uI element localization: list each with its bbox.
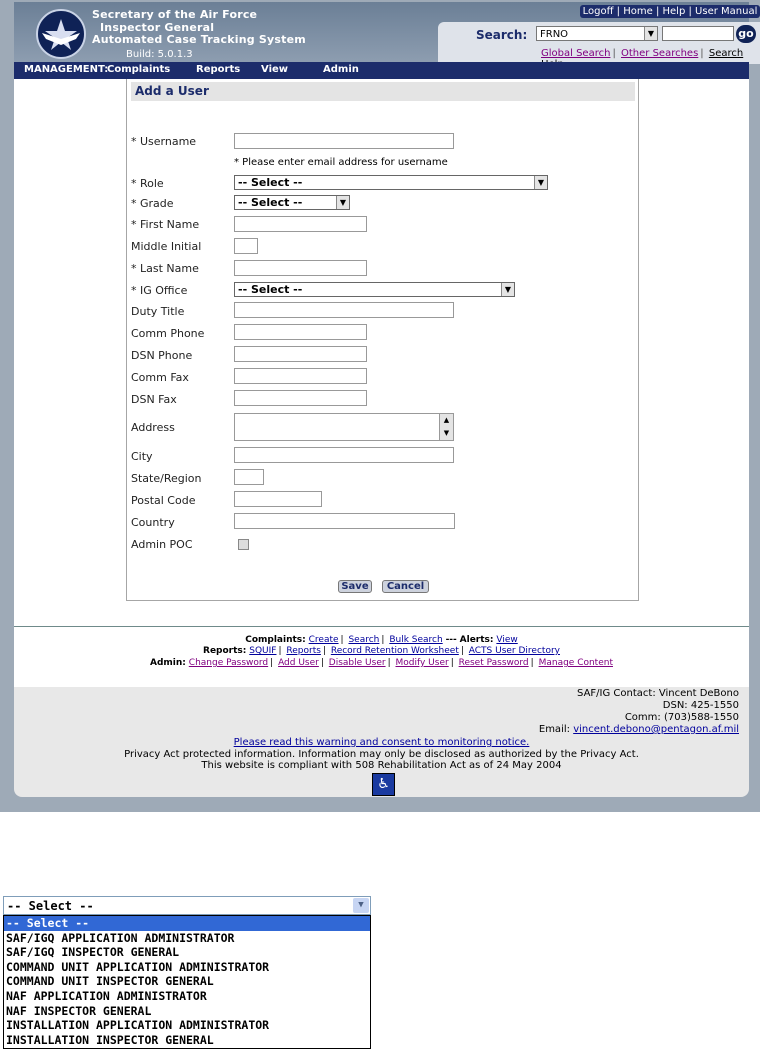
search-type-select[interactable] [536,26,658,41]
accessibility-icon[interactable]: ♿ [372,773,395,796]
alerts-separator: --- [445,635,457,645]
email-label: Email: [538,724,570,735]
role-option[interactable]: NAF APPLICATION ADMINISTRATOR [6,988,207,1003]
comm-fax-label: Comm Fax [131,371,189,384]
squif-link[interactable]: SQUIF [249,646,277,656]
first-name-field[interactable] [234,216,367,232]
last-name-field[interactable] [234,260,367,276]
go-button[interactable]: go [736,25,756,43]
create-link[interactable]: Create [308,635,339,645]
nav-complaints[interactable]: Complaints [107,64,171,75]
chevron-down-icon[interactable]: ▼ [353,898,369,913]
cancel-button[interactable]: Cancel [382,580,429,593]
nav-admin[interactable]: Admin [323,64,359,75]
footer-links [14,627,749,687]
address-textarea[interactable] [234,413,454,441]
home-link[interactable]: Home [623,6,653,17]
bulk-search-link[interactable]: Bulk Search [389,635,443,645]
dsn-phone-label: DSN Phone [131,349,193,362]
postal-code-label: Postal Code [131,494,196,507]
header-title-line3: Automated Case Tracking System [92,33,306,46]
add-user-link[interactable]: Add User [278,658,319,668]
main-content [14,79,749,626]
footer-complaints-row: Complaints: Create | Search | Bulk Search --- Alerts: View [245,635,518,645]
last-name-label: * Last Name [131,262,199,275]
duty-title-label: Duty Title [131,305,185,318]
main-nav [14,62,749,79]
record-retention-link[interactable]: Record Retention Worksheet [330,646,459,656]
role-dropdown-header[interactable] [3,896,371,915]
ig-office-select-value: -- Select -- [238,283,303,296]
search-input[interactable] [662,26,734,41]
search-type-value: FRNO [540,29,569,40]
user-directory-link[interactable]: ACTS User Directory [468,646,560,656]
search-link[interactable]: Search [348,635,380,645]
chevron-down-icon[interactable]: ▼ [336,196,349,209]
address-label: Address [131,421,175,434]
scroll-up-icon[interactable]: ▲ [439,414,453,427]
admin-poc-label: Admin POC [131,538,193,551]
role-option[interactable]: COMMAND UNIT INSPECTOR GENERAL [6,974,214,989]
warning-row [14,737,749,748]
state-field[interactable] [234,469,264,485]
role-option[interactable]: SAF/IGQ INSPECTOR GENERAL [6,945,180,960]
role-option[interactable]: COMMAND UNIT APPLICATION ADMINISTRATOR [6,959,270,974]
username-field[interactable] [234,133,454,149]
reset-password-link[interactable]: Reset Password [458,658,529,668]
header [14,2,758,62]
postal-code-field[interactable] [234,491,322,507]
dsn-fax-label: DSN Fax [131,393,177,406]
contact-email-row [539,724,739,735]
city-field[interactable] [234,447,454,463]
dsn-fax-field[interactable] [234,390,367,406]
air-force-logo [36,9,86,59]
logoff-link[interactable]: Logoff [582,6,614,17]
footer-admin-row: Admin: Change Password | Add User | Disable User | Modify User | Reset Password | Manage Content [150,658,613,668]
duty-title-field[interactable] [234,302,454,318]
role-option[interactable]: SAF/IGQ APPLICATION ADMINISTRATOR [6,930,235,945]
manage-content-link[interactable]: Manage Content [538,658,613,668]
build-number: Build: 5.0.1.3 [126,49,193,60]
state-label: State/Region [131,472,202,485]
nav-section-label: MANAGEMENT: [24,64,109,75]
alerts-label: Alerts: [459,635,494,645]
footer [14,687,749,797]
middle-initial-field[interactable] [234,238,258,254]
dsn-phone-field[interactable] [234,346,367,362]
ig-office-select[interactable] [234,282,515,297]
role-dropdown-expanded[interactable] [3,896,371,1049]
warning-link[interactable]: Please read this warning and consent to monitoring notice. [233,737,530,748]
country-field[interactable] [234,513,455,529]
chevron-down-icon[interactable]: ▼ [644,27,657,40]
search-links: Global Search | Other Searches | Search [541,48,760,70]
modify-user-link[interactable]: Modify User [395,658,449,668]
chevron-down-icon[interactable]: ▼ [534,176,547,189]
change-password-link[interactable]: Change Password [188,658,269,668]
page-title: Add a User [131,82,635,101]
role-label: * Role [131,177,164,190]
email-link[interactable]: vincent.debono@pentagon.af.mil [573,724,739,735]
top-links: Logoff | Home | Help | User Manual [580,5,760,18]
role-select-value: -- Select -- [238,176,303,189]
first-name-label: * First Name [131,218,200,231]
comm-fax-field[interactable] [234,368,367,384]
role-options-list [3,915,371,1049]
search-label: Search: [476,28,528,42]
global-search-link[interactable]: Global Search [541,48,611,59]
contact-dsn: DSN: 425-1550 [662,700,739,711]
grade-select-value: -- Select -- [238,196,303,209]
username-note: * Please enter email address for username [234,157,448,168]
footer-reports-row: Reports: SQUIF | Reports | Record Retention Worksheet | ACTS User Directory [203,646,560,656]
contact-comm: Comm: (703)588-1550 [624,712,739,723]
contact-name: SAF/IG Contact: Vincent DeBono [577,688,739,699]
other-searches-link[interactable]: Other Searches [621,48,699,59]
add-user-form [126,79,639,601]
nav-reports[interactable]: Reports [196,64,241,75]
header-title-line2: Inspector General [100,21,215,34]
compliance-text: This website is compliant with 508 Rehabilitation Act as of 24 May 2004 [201,760,562,771]
user-manual-link[interactable]: User Manual [695,6,758,17]
role-option[interactable]: NAF INSPECTOR GENERAL [6,1003,152,1018]
nav-view[interactable]: View [261,64,289,75]
comm-phone-field[interactable] [234,324,367,340]
middle-initial-label: Middle Initial [131,240,202,253]
search-help-link[interactable]: Search [708,48,744,59]
username-label: * Username [131,135,197,148]
grade-select[interactable] [234,195,350,210]
scroll-down-icon[interactable]: ▼ [439,427,453,440]
header-title-line1: Secretary of the Air Force [92,8,258,21]
role-option[interactable]: -- Select -- [4,916,370,931]
complaints-label: Complaints: [245,635,306,645]
help-link[interactable]: Help [662,6,686,17]
role-select[interactable] [234,175,548,190]
save-button[interactable]: Save [338,580,372,593]
role-option[interactable]: INSTALLATION APPLICATION ADMINISTRATOR [6,1018,270,1033]
alerts-view-link[interactable]: View [496,635,518,645]
city-label: City [131,450,153,463]
reports-label: Reports: [203,646,247,656]
privacy-text: Privacy Act protected information. Information may only be disclosed as authorized by the Privacy Act. [124,749,639,760]
search-panel [438,22,760,64]
chevron-down-icon[interactable]: ▼ [501,283,514,296]
country-label: Country [131,516,175,529]
role-option[interactable]: INSTALLATION INSPECTOR GENERAL [6,1032,214,1047]
disable-user-link[interactable]: Disable User [328,658,386,668]
comm-phone-label: Comm Phone [131,327,205,340]
reports-link[interactable]: Reports [286,646,321,656]
ig-office-label: * IG Office [131,284,188,297]
admin-poc-checkbox[interactable] [238,539,249,550]
role-dropdown-selected: -- Select -- [7,899,94,913]
admin-label: Admin: [150,658,186,668]
grade-label: * Grade [131,197,174,210]
